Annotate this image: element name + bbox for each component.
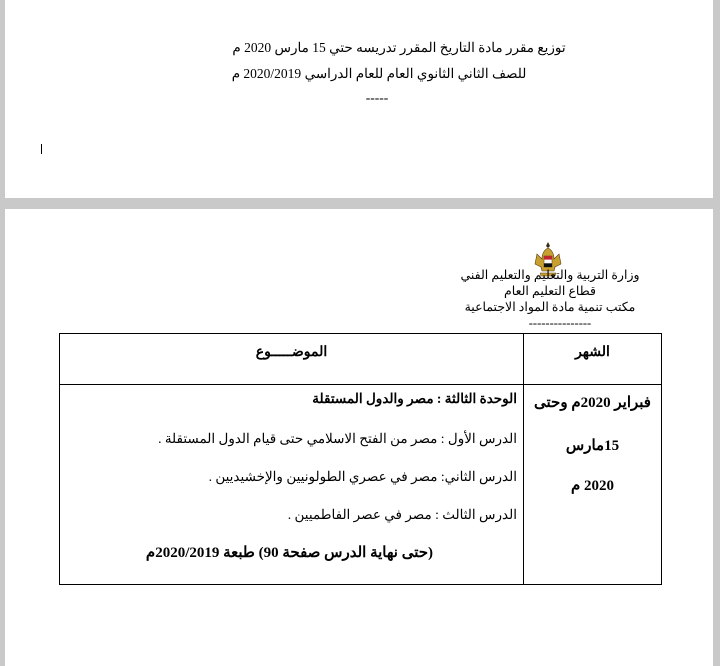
month-cell [524, 385, 662, 585]
header-month: الشهر [524, 334, 662, 385]
ministry-name: وزارة التربية والتعليم والتعليم الفني [460, 268, 640, 282]
month-line-2: 15مارس [565, 438, 620, 454]
schedule-table [59, 333, 662, 585]
document-page-1 [5, 0, 713, 198]
document-title-line-2: للصف الثاني الثانوي العام للعام الدراسي 2020/2019 م [231, 66, 527, 81]
month-line-3: 2020 م [570, 478, 615, 494]
month-line-1: فبراير 2020م وحتى [534, 395, 651, 411]
table-header-row [60, 334, 662, 385]
title-separator: ----- [365, 90, 389, 105]
coverage-note: (حتى نهاية الدرس صفحة 90) طبعة 2020/2019م [145, 545, 433, 561]
text-cursor[interactable] [41, 144, 42, 154]
document-page-2 [5, 209, 713, 666]
topic-cell [60, 385, 524, 585]
lesson-item: الدرس الثالث : مصر في عصر الفاطميين . [287, 507, 517, 522]
header-separator: --------------- [528, 316, 592, 330]
ministry-header [460, 267, 640, 331]
lesson-item: الدرس الأول : مصر من الفتح الاسلامي حتى قيام الدول المستقلة . [158, 431, 517, 446]
unit-title: الوحدة الثالثة : مصر والدول المستقلة [312, 391, 517, 406]
office-name: مكتب تنمية مادة المواد الاجتماعية [464, 300, 636, 314]
header-topic: الموضـــــوع [60, 334, 524, 385]
sector-name: قطاع التعليم العام [504, 284, 596, 298]
lesson-item: الدرس الثاني: مصر في عصري الطولونيين والإخشيديين . [208, 469, 517, 484]
document-title-line-1: توزيع مقرر مادة التاريخ المقرر تدريسه حتي 15 مارس 2020 م [232, 40, 566, 55]
table-row [60, 385, 662, 585]
